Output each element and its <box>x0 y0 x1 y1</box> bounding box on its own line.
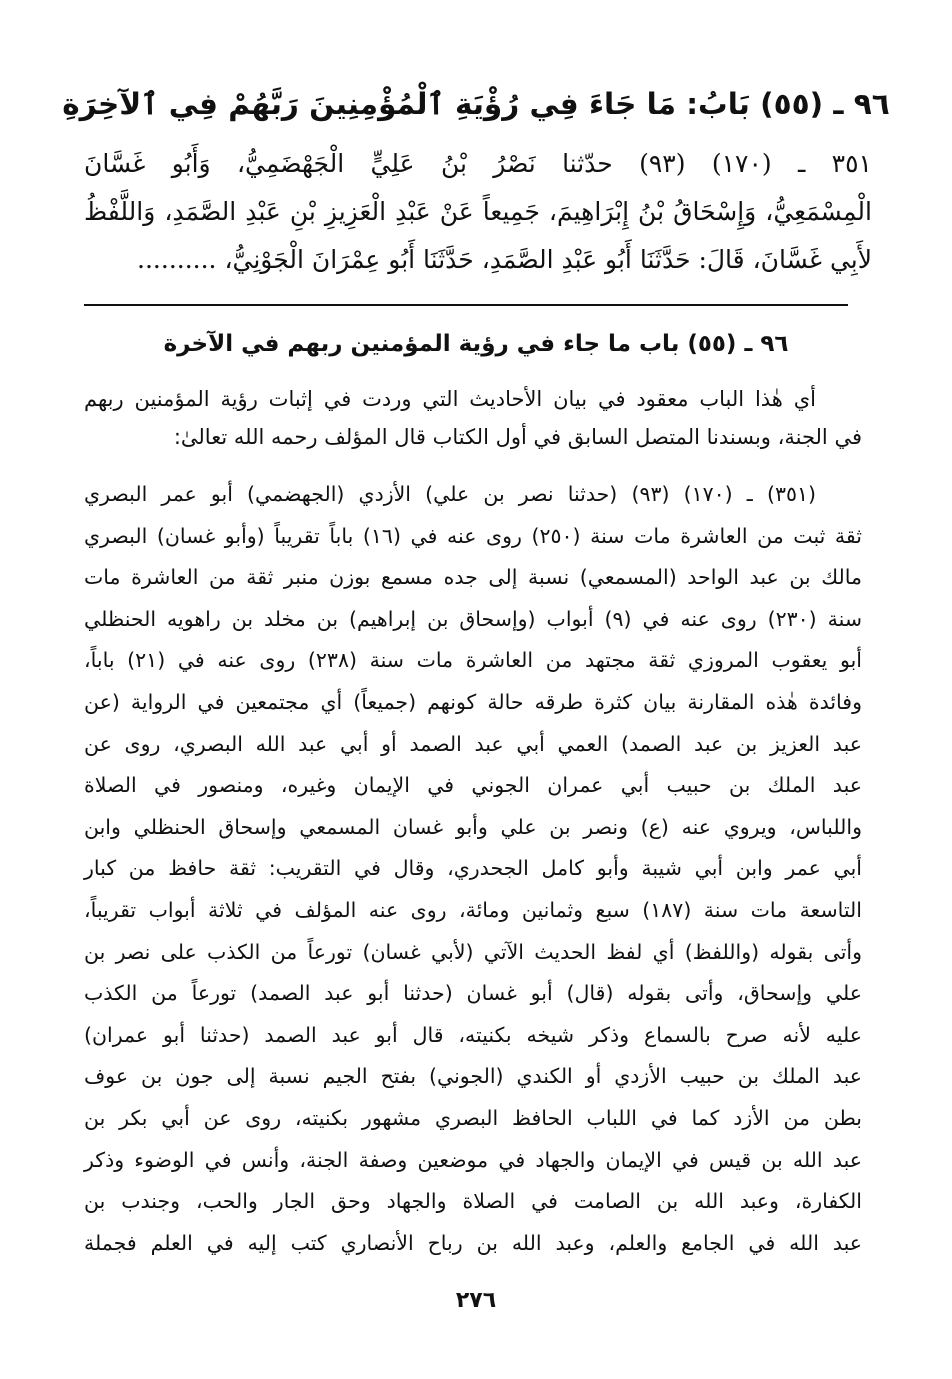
commentary-line: عبد الملك بن حبيب الأزدي أو الكندي (الجوني) بفتح الجيم نسبة إلى جون بن عوف <box>84 1064 862 1089</box>
commentary-line: وفائدة هٰذه المقارنة بيان كثرة طرقه حالة كونهم (جميعاً) أي مجتمعين في الرواية (عن <box>84 689 862 714</box>
commentary-line: عبد العزيز بن عبد الصمد) العمي أبي عبد الصمد أو أبي عبد الله البصري، روى عن <box>84 731 862 756</box>
commentary-line: عبد الملك بن حبيب أبي عمران الجوني في الإيمان وغيره، ومنصور في الصلاة <box>84 773 862 798</box>
chapter-title: ٩٦ ـ (٥٥) بَابُ: مَا جَاءَ فِي رُؤْيَةِ ٱلْمُؤْمِنِينَ رَبَّهُمْ فِي ٱلآخِرَةِ <box>62 87 890 121</box>
intro-line: أي هٰذا الباب معقود في بيان الأحاديث التي وردت في إثبات رؤية المؤمنين ربهم <box>84 387 816 411</box>
commentary-line: أبو يعقوب المروزي ثقة مجتهد من العاشرة مات سنة (٢٣٨) روى عنه في (٢١) باباً، <box>84 648 863 673</box>
hadith-line: ٣٥١ ـ (١٧٠) (٩٣) حدّثنا نَصْرُ بْنُ عَلِيٍّ الْجَهْضَمِيُّ، وَأَبُو غَسَّانَ <box>84 149 872 178</box>
commentary-line: أبي عمر وابن أبي شيبة وأبو كامل الجحدري، وقال في التقريب: ثقة حافظ من كبار <box>84 856 862 881</box>
hadith-line: الْمِسْمَعِيُّ، وَإِسْحَاقُ بْنُ إِبْرَاهِيمَ، جَمِيعاً عَنْ عَبْدِ الْعَزِيزِ بْنِ عَبْدِ الصَّمَدِ، وَاللَّفْظُ <box>84 197 872 226</box>
commentary-line: وأتى بقوله (واللفظ) أي لفظ الحديث الآتي (لأبي غسان) تورعاً من الكذب على نصر بن <box>84 939 862 964</box>
intro-line: في الجنة، وبسندنا المتصل السابق في أول الكتاب قال المؤلف رحمه الله تعالىٰ: <box>173 425 862 449</box>
commentary-line: علي وإسحاق، وأتى بقوله (قال) أبو غسان (حدثنا أبو عبد الصمد) تورعاً من الكذب <box>84 981 862 1006</box>
commentary-title: ٩٦ ـ (٥٥) باب ما جاء في رؤية المؤمنين ربهم في الآخرة <box>163 331 789 357</box>
commentary-intro <box>84 380 862 456</box>
commentary-line: بطن من الأزد كما في اللباب الحافظ البصري مشهور بكنيته، روى عن أبي بكر بن <box>84 1105 862 1130</box>
commentary-line: سنة (٢٣٠) روى عنه في (٩) أبواب (وإسحاق بن إبراهيم) بن مخلد بن راهويه الحنظلي <box>84 606 862 631</box>
commentary-line: عليه لأنه صرح بالسماع وذكر شيخه بكنيته، قال أبو عبد الصمد (حدثنا أبو عمران) <box>84 1022 862 1047</box>
commentary-line: عبد الله في الجامع والعلم، وعبد الله بن رباح الأنصاري كتب إليه في العلم فجملة <box>84 1230 862 1255</box>
commentary-line: ثقة ثبت من العاشرة مات سنة (٢٥٠) روى عنه في (١٦) باباً تقريباً (وأبو غسان) البصري <box>84 523 862 548</box>
commentary-line: التاسعة مات سنة (١٨٧) سبع وثمانين ومائة، روى عنه المؤلف في ثلاثة أبواب تقريباً، <box>84 897 862 922</box>
hadith-line: لأَبِي غَسَّانَ، قَالَ: حَدَّثَنَا أَبُو عَبْدِ الصَّمَدِ، حَدَّثَنَا أَبُو عِمْرَانَ الْجَوْنِيُّ، .......... <box>137 245 872 274</box>
separator-rule <box>84 304 848 306</box>
commentary-line: الكفارة، وعبد الله بن الصامت في الصلاة والجهاد وحق الجار والحب، وجندب بن <box>84 1189 862 1214</box>
page-number: ٢٧٦ <box>455 1288 497 1313</box>
commentary-line: (٣٥١) ـ (١٧٠) (٩٣) (حدثنا نصر بن علي) الأزدي (الجهضمي) أبو عمر البصري <box>84 482 816 506</box>
hadith-text <box>84 140 872 284</box>
commentary-line: واللباس، ويروي عنه (ع) ونصر بن علي وأبو غسان المسمعي وإسحاق الحنظلي وابن <box>84 814 862 839</box>
commentary-body <box>84 474 862 1264</box>
commentary-line: عبد الله بن قيس في الإيمان والجهاد في موضعين وصفة الجنة، وأنس في الوضوء وذكر <box>84 1147 862 1172</box>
commentary-line: مالك بن عبد الواحد (المسمعي) نسبة إلى جده مسمع بوزن منبر ثقة من العاشرة مات <box>84 565 862 590</box>
